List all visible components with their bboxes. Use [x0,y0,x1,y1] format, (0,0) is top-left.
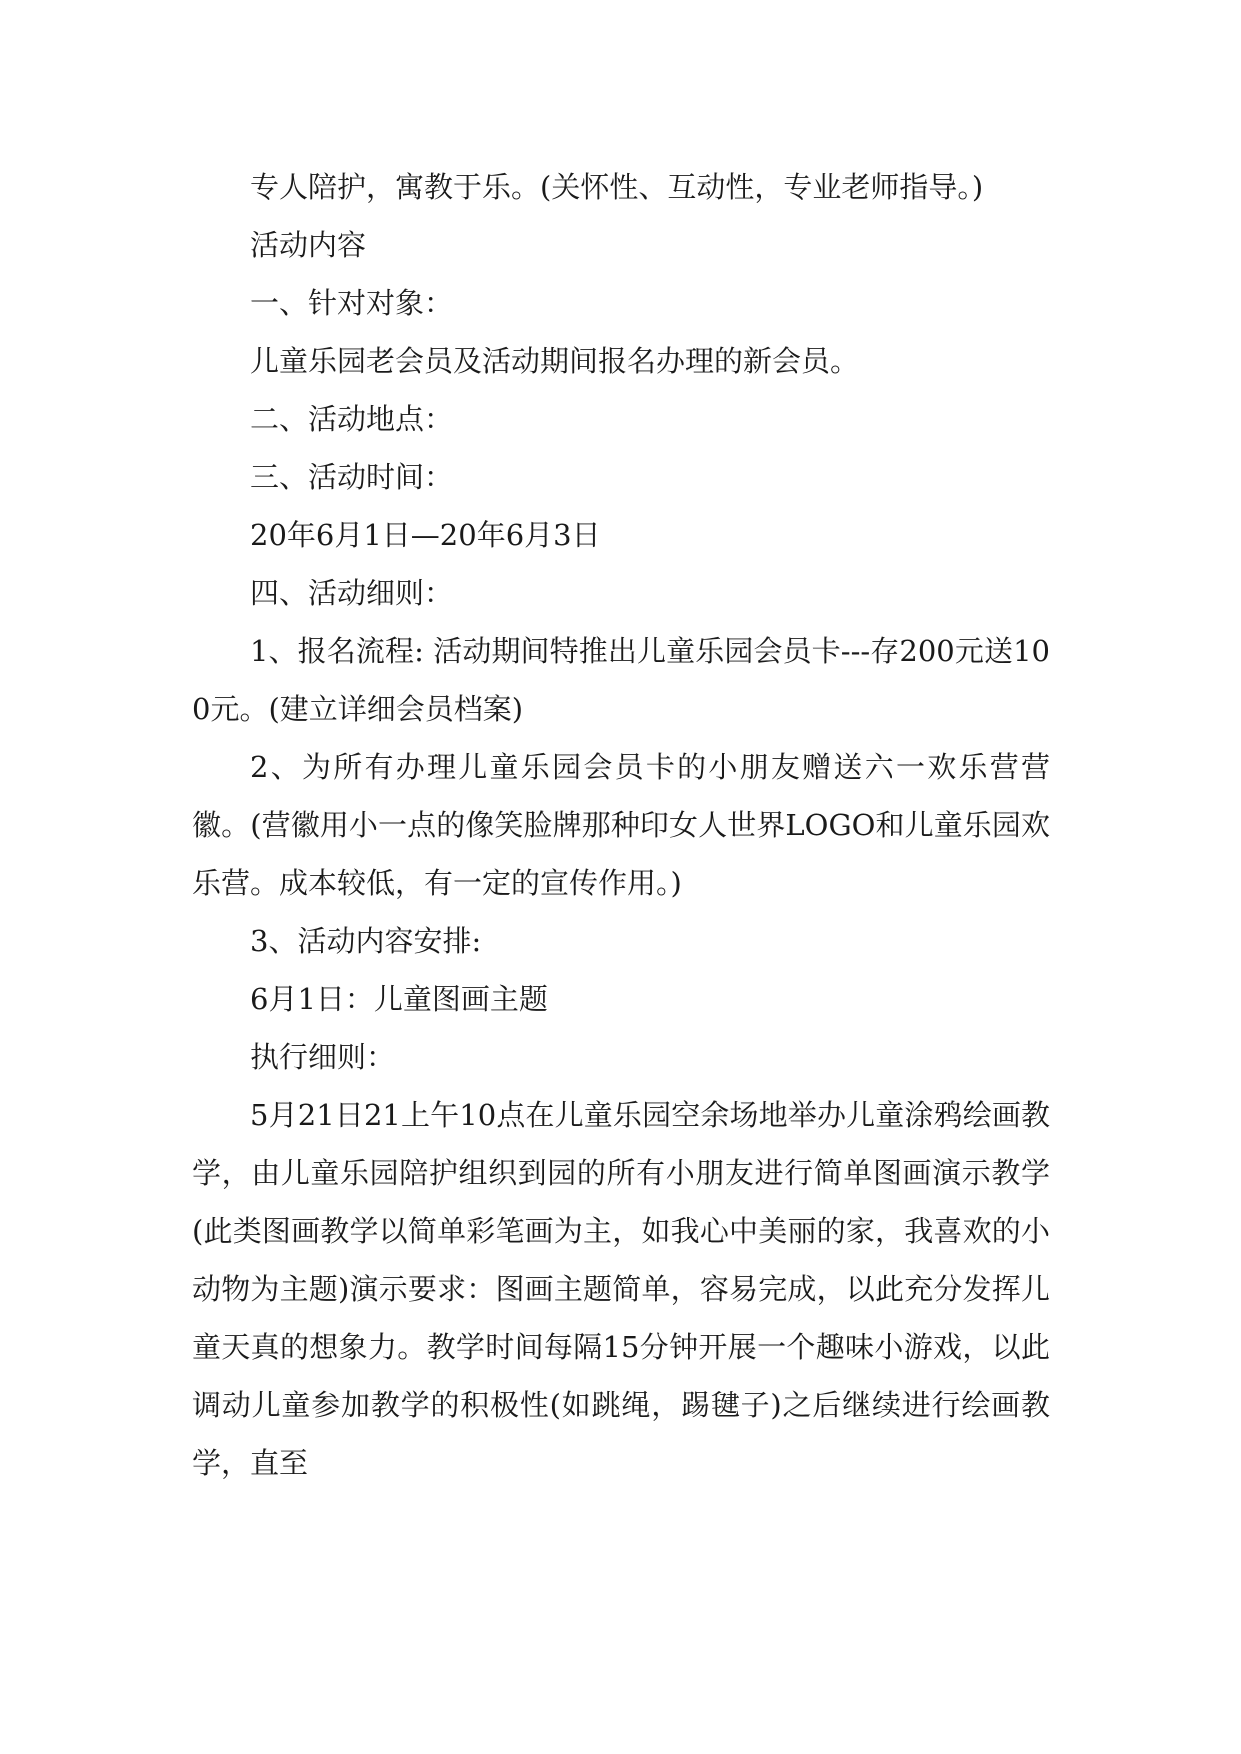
heading-execution-details: 执行细则： [250,1040,396,1074]
heading-activity-location: 二、活动地点： [250,402,454,436]
paragraph-activity-dates: 20年6月1日—20年6月3日 [250,518,601,552]
heading-activity-content: 活动内容 [250,228,367,262]
paragraph-badge-gift: 2、为所有办理儿童乐园会员卡的小朋友赠送六一欢乐营营徽。(营徽用小一点的像笑脸牌那种印女人世界LOGO和儿童乐园欢乐营。成本较低，有一定的宣传作用。) [192,750,1050,900]
heading-target-audience: 一、针对对象： [250,286,454,320]
document-body [192,158,1050,1492]
paragraph-intro: 专人陪护，寓教于乐。(关怀性、互动性，专业老师指导。) [250,170,984,204]
heading-content-arrangement: 3、活动内容安排: [250,924,482,958]
paragraph-target-audience: 儿童乐园老会员及活动期间报名办理的新会员。 [250,344,860,378]
heading-activity-rules: 四、活动细则： [250,576,454,610]
paragraph-execution-details: 5月21日21上午10点在儿童乐园空余场地举办儿童涂鸦绘画教学，由儿童乐园陪护组织到园的所有小朋友进行简单图画演示教学(此类图画教学以简单彩笔画为主，如我心中美丽的家，我喜欢的小动物为主题)演示要求：图画主题简单，容易完成，以此充分发挥儿童天真的想象力。教学时间每隔15分钟开展一个趣味小游戏，以此调动儿童参加教学的积极性(如跳绳，踢毽子)之后继续进行绘画教学，直至 [192,1098,1050,1480]
heading-activity-time: 三、活动时间： [250,460,454,494]
heading-june-1-theme: 6月1日：儿童图画主题 [250,982,548,1016]
paragraph-registration: 1、报名流程: 活动期间特推出儿童乐园会员卡---存200元送100元。(建立详细会员档案) [192,634,1050,726]
